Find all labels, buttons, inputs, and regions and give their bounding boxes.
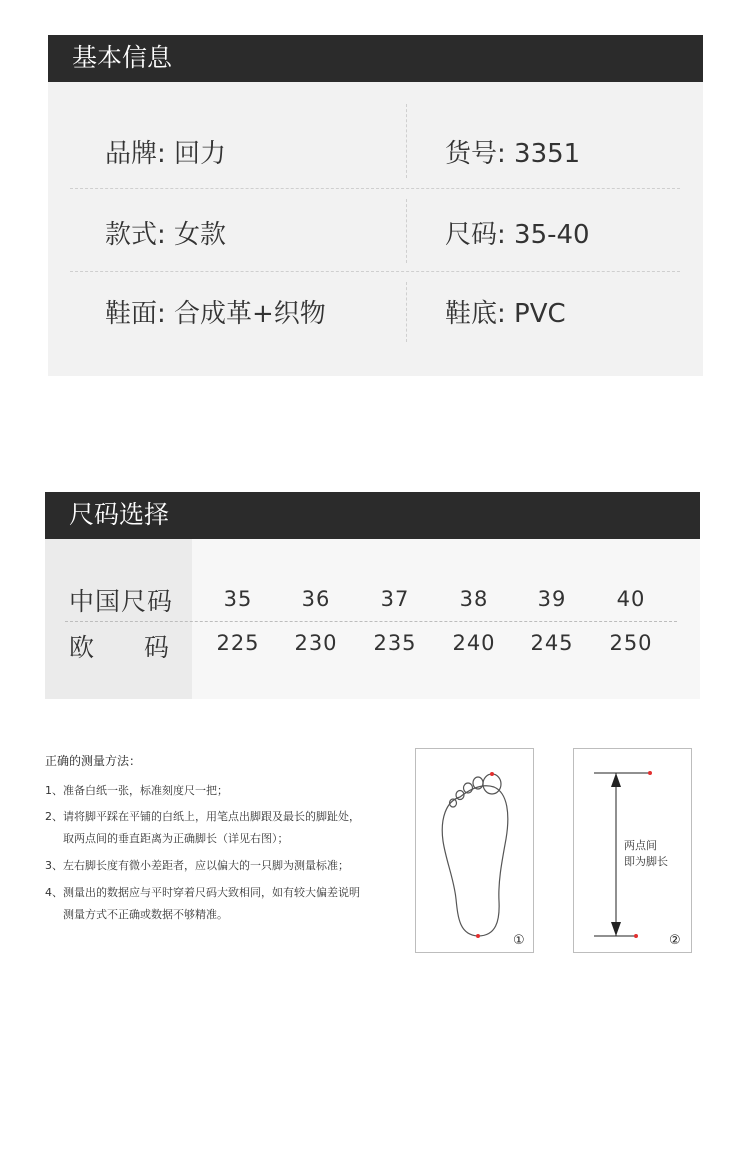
- eu-size-label-part1: 欧: [69, 633, 96, 662]
- size-select-header: 尺码选择: [45, 492, 700, 539]
- size-table-label-column: [45, 539, 192, 699]
- eu-size-250: 250: [609, 631, 653, 655]
- size-row-divider: [65, 621, 677, 622]
- measure-step-4-cont: 测量方式不正确或数据不够精准。: [63, 908, 228, 921]
- eu-size-label-part2: 码: [144, 633, 171, 662]
- row-divider-2: [70, 271, 680, 272]
- diagram-number-1: ①: [513, 933, 525, 948]
- measure-title: 正确的测量方法：: [45, 754, 142, 768]
- measure-step-2-cont: 取两点间的垂直距离为正确脚长（详见右图）；: [63, 832, 289, 845]
- brand-field: 品牌: 回力: [105, 139, 227, 169]
- foot-outline-icon: [416, 749, 533, 952]
- measure-step-4: 4、测量出的数据应与平时穿着尺码大致相同，如有较大偏差说明: [45, 886, 360, 899]
- eu-size-230: 230: [294, 631, 338, 655]
- size-range-field: 尺码: 35-40: [445, 220, 590, 250]
- cn-size-37: 37: [380, 587, 410, 611]
- column-divider-1: [406, 104, 407, 178]
- basic-info-panel: [48, 82, 703, 376]
- eu-size-235: 235: [373, 631, 417, 655]
- diagram-text-line2: 即为脚长: [624, 855, 668, 868]
- measure-step-1: 1、准备白纸一张，标准刻度尺一把；: [45, 784, 228, 797]
- item-number-field: 货号: 3351: [445, 139, 581, 169]
- diagram-text-line1: 两点间: [624, 839, 657, 852]
- measure-step-2: 2、请将脚平踩在平铺的白纸上，用笔点出脚跟及最长的脚趾处，: [45, 810, 360, 823]
- cn-size-label: 中国尺码: [69, 587, 174, 616]
- foot-diagram: [415, 748, 534, 953]
- eu-size-240: 240: [452, 631, 496, 655]
- upper-material-field: 鞋面: 合成革+织物: [105, 299, 326, 329]
- column-divider-2: [406, 199, 407, 263]
- diagram-number-2: ②: [669, 933, 681, 948]
- sole-material-field: 鞋底: PVC: [445, 299, 566, 329]
- cn-size-39: 39: [537, 587, 567, 611]
- column-divider-3: [406, 282, 407, 342]
- style-field: 款式: 女款: [105, 220, 227, 250]
- row-divider-1: [70, 188, 680, 189]
- measure-step-3: 3、左右脚长度有微小差距者，应以偏大的一只脚为测量标准；: [45, 859, 349, 872]
- size-table-panel: [45, 539, 700, 699]
- length-diagram: [573, 748, 692, 953]
- eu-size-245: 245: [530, 631, 574, 655]
- cn-size-35: 35: [223, 587, 253, 611]
- cn-size-38: 38: [459, 587, 489, 611]
- cn-size-40: 40: [616, 587, 646, 611]
- cn-size-36: 36: [301, 587, 331, 611]
- eu-size-225: 225: [216, 631, 260, 655]
- basic-info-header: 基本信息: [48, 35, 703, 82]
